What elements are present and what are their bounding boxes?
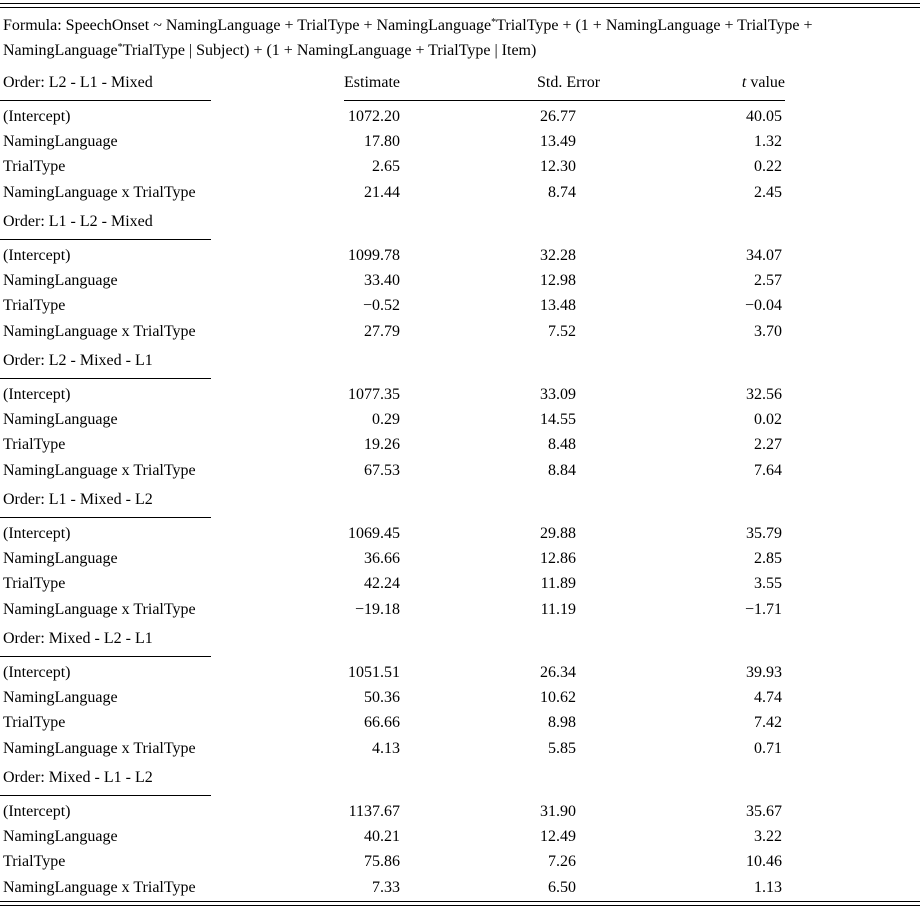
- top-rule-inner: [0, 7, 920, 8]
- t-value-cell: 3.22: [754, 828, 782, 846]
- estimate-cell: 40.21: [364, 828, 400, 846]
- term-label: NamingLanguage: [3, 550, 118, 568]
- t-value-cell: 3.70: [754, 322, 782, 340]
- std-error-cell: 13.48: [540, 297, 576, 315]
- formula-line-1: Formula: SpeechOnset ~ NamingLanguage + TrialType + NamingLanguage*TrialType + (1 + NamingLanguage + TrialType +: [3, 17, 813, 34]
- estimate-cell: 42.24: [364, 575, 400, 593]
- std-error-cell: 8.74: [548, 183, 576, 201]
- term-label: NamingLanguage: [3, 272, 118, 290]
- t-value-cell: 7.42: [754, 714, 782, 732]
- formula-line-2: NamingLanguage*TrialType | Subject) + (1 + NamingLanguage + TrialType | Item): [3, 42, 537, 59]
- std-error-cell: 8.98: [548, 714, 576, 732]
- order-rule: [0, 378, 211, 379]
- t-value-cell: 2.57: [754, 272, 782, 290]
- std-error-cell: 7.26: [548, 853, 576, 871]
- estimate-cell: 50.36: [364, 689, 400, 707]
- order-label: Order: L2 - L1 - Mixed: [3, 74, 153, 91]
- t-value-cell: 0.02: [754, 411, 782, 429]
- t-value-cell: 1.13: [754, 878, 782, 896]
- term-label: (Intercept): [3, 803, 71, 820]
- std-error-cell: 33.09: [540, 386, 576, 403]
- order-label: Order: L1 - L2 - Mixed: [3, 213, 153, 230]
- estimate-cell: 36.66: [364, 550, 400, 568]
- std-error-cell: 6.50: [548, 878, 576, 896]
- std-error-cell: 11.89: [540, 575, 576, 593]
- term-label: (Intercept): [3, 108, 71, 125]
- estimate-cell: 27.79: [364, 322, 400, 340]
- t-value-cell: 2.45: [754, 183, 782, 201]
- term-label: NamingLanguage x TrialType: [3, 739, 196, 757]
- t-value-cell: 35.67: [746, 803, 782, 820]
- estimate-cell: 1069.45: [348, 525, 400, 542]
- order-rule: [0, 517, 211, 518]
- term-label: TrialType: [3, 853, 66, 871]
- estimate-cell: 0.29: [372, 411, 400, 429]
- term-label: TrialType: [3, 158, 66, 176]
- estimate-cell: 33.40: [364, 272, 400, 290]
- t-value-cell: 2.27: [754, 436, 782, 454]
- term-label: NamingLanguage x TrialType: [3, 600, 196, 618]
- t-value-cell: 40.05: [746, 108, 782, 125]
- term-label: NamingLanguage: [3, 133, 118, 151]
- term-label: NamingLanguage: [3, 689, 118, 707]
- std-error-cell: 11.19: [540, 600, 576, 618]
- estimate-cell: 67.53: [364, 461, 400, 479]
- std-error-cell: 12.49: [540, 828, 576, 846]
- estimate-cell: 17.80: [364, 133, 400, 151]
- std-error-cell: 26.34: [540, 664, 576, 681]
- t-value-cell: 7.64: [754, 461, 782, 479]
- estimate-cell: 4.13: [372, 739, 400, 757]
- std-error-cell: 13.49: [540, 133, 576, 151]
- std-error-cell: 5.85: [548, 739, 576, 757]
- t-value-cell: 0.22: [754, 158, 782, 176]
- t-value-cell: 4.74: [754, 689, 782, 707]
- term-label: NamingLanguage x TrialType: [3, 183, 196, 201]
- t-value-cell: −0.04: [744, 297, 782, 315]
- term-label: TrialType: [3, 575, 66, 593]
- term-label: NamingLanguage: [3, 411, 118, 429]
- term-label: (Intercept): [3, 247, 71, 264]
- order-label: Order: L2 - Mixed - L1: [3, 352, 153, 369]
- std-error-cell: 7.52: [548, 322, 576, 340]
- estimate-cell: 1099.78: [348, 247, 400, 264]
- column-header-std-error: Std. Error: [537, 74, 601, 91]
- t-value-cell: 10.46: [746, 853, 782, 871]
- term-label: (Intercept): [3, 386, 71, 403]
- std-error-cell: 12.30: [540, 158, 576, 176]
- order-label: Order: Mixed - L1 - L2: [3, 769, 153, 786]
- estimate-cell: −19.18: [354, 600, 400, 618]
- std-error-cell: 32.28: [540, 247, 576, 264]
- term-label: NamingLanguage x TrialType: [3, 461, 196, 479]
- term-label: NamingLanguage x TrialType: [3, 878, 196, 896]
- column-header-t-value: t value: [741, 74, 785, 91]
- term-label: (Intercept): [3, 664, 71, 681]
- std-error-cell: 26.77: [540, 108, 576, 125]
- estimate-cell: 1077.35: [348, 386, 400, 403]
- estimate-cell: 21.44: [364, 183, 400, 201]
- t-value-cell: 39.93: [746, 664, 782, 681]
- std-error-cell: 10.62: [540, 689, 576, 707]
- t-value-cell: 34.07: [746, 247, 782, 264]
- term-label: NamingLanguage x TrialType: [3, 322, 196, 340]
- order-rule: [0, 795, 211, 796]
- top-rule-outer: [0, 3, 920, 4]
- estimate-cell: 19.26: [364, 436, 400, 454]
- estimate-cell: 1137.67: [348, 803, 400, 820]
- bottom-rule-inner: [0, 901, 920, 902]
- column-header-estimate: Estimate: [344, 74, 400, 91]
- std-error-cell: 29.88: [540, 525, 576, 542]
- estimate-cell: 2.65: [372, 158, 400, 176]
- term-label: TrialType: [3, 714, 66, 732]
- estimate-cell: 1072.20: [348, 108, 400, 125]
- t-value-cell: 1.32: [754, 133, 782, 151]
- std-error-cell: 8.84: [548, 461, 576, 479]
- std-error-cell: 31.90: [540, 803, 576, 820]
- estimate-cell: 7.33: [372, 878, 400, 896]
- order-rule: [0, 239, 211, 240]
- order-rule: [0, 656, 211, 657]
- t-value-cell: 3.55: [754, 575, 782, 593]
- t-value-cell: −1.71: [744, 600, 782, 618]
- estimate-cell: 66.66: [364, 714, 400, 732]
- term-label: (Intercept): [3, 525, 71, 542]
- order-label: Order: L1 - Mixed - L2: [3, 491, 153, 508]
- t-value-cell: 0.71: [754, 739, 782, 757]
- term-label: NamingLanguage: [3, 828, 118, 846]
- t-value-cell: 32.56: [746, 386, 782, 403]
- term-label: TrialType: [3, 297, 66, 315]
- std-error-cell: 8.48: [548, 436, 576, 454]
- estimate-cell: 75.86: [364, 853, 400, 871]
- bottom-rule-outer: [0, 905, 920, 906]
- t-value-cell: 35.79: [746, 525, 782, 542]
- std-error-cell: 14.55: [540, 411, 576, 429]
- order-rule: [0, 100, 211, 101]
- std-error-cell: 12.98: [540, 272, 576, 290]
- std-error-cell: 12.86: [540, 550, 576, 568]
- header-rule: [344, 100, 785, 101]
- estimate-cell: −0.52: [362, 297, 400, 315]
- term-label: TrialType: [3, 436, 66, 454]
- estimate-cell: 1051.51: [348, 664, 400, 681]
- t-value-cell: 2.85: [754, 550, 782, 568]
- order-label: Order: Mixed - L2 - L1: [3, 630, 153, 647]
